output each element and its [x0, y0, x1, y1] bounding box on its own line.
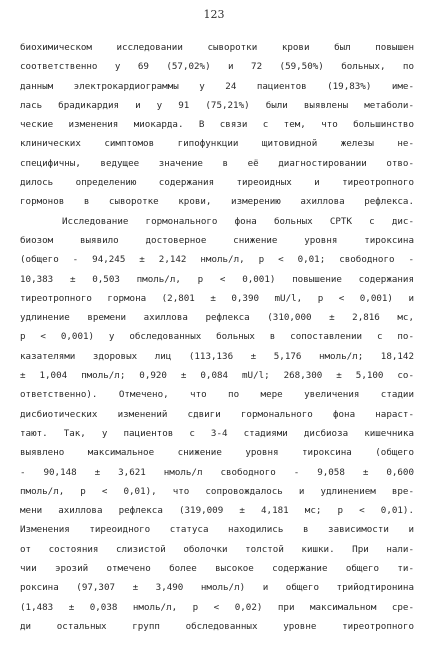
text-line: чии эрозий отмечено более высокое содержание общего ти- [20, 563, 414, 575]
text-line: Исследование гормонального фона больных СРТК с дис- [62, 215, 414, 227]
text-line: - 90,148 ± 3,621 нмоль/л свободного - 9,058 ± 0,600 [20, 466, 414, 478]
text-line: соответственно у 69 (57,02%) и 72 (59,50%) больных, по [20, 61, 414, 73]
text-line: казателями здоровых лиц (113,136 ± 5,176 нмоль/л; 18,142 [20, 350, 414, 362]
text-line: тиреотропного гормона (2,801 ± 0,390 mU/l, p < 0,001) и [20, 292, 414, 304]
text-line: выявлено максимальное снижение уровня тироксина (общего [20, 447, 414, 459]
text-line: Изменения тиреоидного статуса находились в зависимости и [20, 524, 414, 536]
page-number: 123 [203, 8, 225, 21]
text-line: от состояния слизистой оболочки толстой кишки. При нали- [20, 543, 414, 555]
text-line: биозом выявило достоверное снижение уровня тироксина [20, 234, 414, 246]
body-text [20, 38, 414, 636]
text-line: данным электрокардиограммы у 24 пациентов (19,83%) име- [20, 80, 414, 92]
text-line: дисбиотических изменений сдвиги гормонального фона нараст- [20, 408, 414, 420]
text-line: дилось определению содержания тиреоидных и тиреотропного [20, 177, 414, 189]
text-line: пмоль/л, p < 0,01), что сопровождалось и удлинением вре- [20, 485, 414, 497]
text-line: ответственно). Отмечено, что по мере увеличения стадии [20, 389, 414, 401]
text-line: роксина (97,307 ± 3,490 нмоль/л) и общего трийодтиронина [20, 582, 414, 594]
text-line: ди остальных групп обследованных уровне тиреотропного [20, 620, 414, 632]
text-line: специфичны, ведущее значение в её диагностировании отво- [20, 157, 414, 169]
text-line: тают. Так, у пациентов с 3-4 стадиями дисбиоза кишечника [20, 427, 414, 439]
text-line: (1,483 ± 0,038 нмоль/л, p < 0,02) при максимальном сре- [20, 601, 414, 613]
text-line: удлинение времени ахиллова рефлекса (310,000 ± 2,816 мс, [20, 312, 414, 324]
text-line: p < 0,001) у обследованных больных в сопоставлении с по- [20, 331, 414, 343]
text-line: ческие изменения миокарда. В связи с тем, что большинство [20, 119, 414, 131]
text-line: биохимическом исследовании сыворотки крови был повышен [20, 42, 414, 53]
text-line: 10,383 ± 0,503 пмоль/л, p < 0,001) повышение содержания [20, 273, 414, 285]
text-line: (общего - 94,245 ± 2,142 нмоль/л, p < 0,01; свободного - [20, 254, 414, 266]
text-line: клинических симптомов гипофункции щитовидной железы не- [20, 138, 414, 150]
text-line: лась брадикардия и у 91 (75,21%) были выявлены метаболи- [20, 99, 414, 111]
text-line: гормонов в сыворотке крови, измерению ахиллова рефлекса. [20, 196, 414, 208]
text-line: мени ахиллова рефлекса (319,009 ± 4,181 мс; p < 0,01). [20, 505, 414, 517]
text-line: ± 1,004 пмоль/л; 0,920 ± 0,084 mU/l; 268,300 ± 5,100 со- [20, 370, 414, 382]
